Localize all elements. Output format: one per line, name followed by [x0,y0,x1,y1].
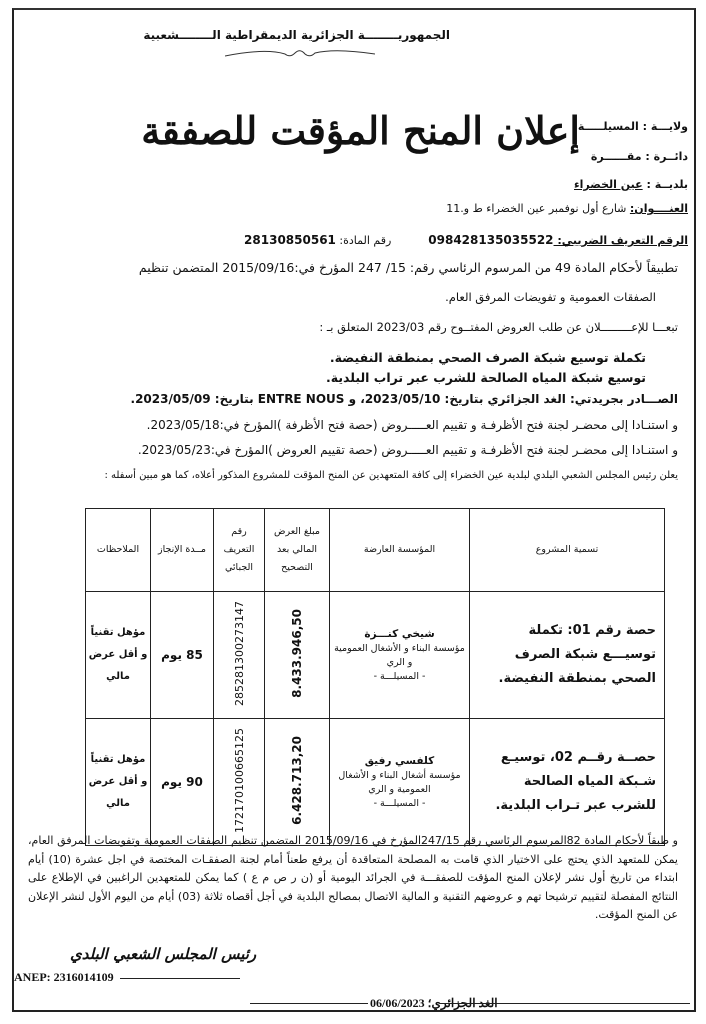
daira: دائــرة : مقــــــرة [590,150,688,163]
col-remarks: الملاحظات [86,509,151,592]
identifiers [244,233,688,247]
col-tax-id: رقم التعريف الجبائي [214,509,265,592]
article-label: رقم المادة: [335,234,392,247]
address-label: العنــــوان: [629,202,688,215]
project-name: حصــة رقــم 02، توسيـع شـبكة المياه الصالحة للشرب عبر تـراب البلدية. [470,719,665,846]
tax-id-label: الرقم التعريف الضريبي: [553,234,688,247]
anep-rule [120,978,240,979]
project-name: حصة رقم 01: تكملة توسيـــع شبكة الصرف الصحي بمنطقة النفيضة. [470,592,665,719]
bullet-2: توسيع شبكة المياه الصالحة للشرب عبر تراب البلدية. [326,370,646,385]
table-header-row [86,509,665,592]
paragraph-3: الصـــادر بجريدتي: الغد الجزائري بتاريخ: 2023/05/10، و ENTRE NOUS بتاريخ: 2023/05/09. [130,392,678,406]
award-table [85,508,665,846]
anep-number: ANEP: 2316014109 [14,970,114,984]
address [446,202,688,215]
ornament-divider [225,48,375,60]
paragraph-6: يعلن رئيس المجلس الشعبي البلدي لبلدية عين الخضراء إلى كافة المتعهدين عن المنح المؤقت للمشروع المذكور أعلاه، كما هو مبين أسفله : [104,470,678,481]
republic-header: الجمهوريــــــــة الجزائرية الديمقراطية الــــــــشعبية [143,28,450,42]
paragraph-1a: تطبيقاً لأحكام المادة 49 من المرسوم الرئاسي رقم: 15/ 247 المؤرخ في:2015/09/16 المتضمن تنظيم [138,260,678,275]
baladiya [574,178,688,191]
table-row [86,592,665,719]
bullet-1: تكملة توسيع شبكة الصرف الصحي بمنطقة النفيضة. [329,350,646,365]
tax-id: 172170100665125 [232,728,246,833]
table-row [86,719,665,846]
company [330,592,470,719]
company [330,719,470,846]
baladiya-label: بلديــة : [642,178,688,191]
address-value: شارع أول نوفمبر عين الخضراء ط و.11 [446,202,630,215]
paragraph-4: و استنـادا إلى محضـر لجنة فتح الأظرفـة و تقييم العـــــروض (حصة فتح الأظرفة )المؤرخ في:2023/05/18. [146,418,678,432]
amount: 6.428.713,20 [290,736,304,825]
article-number: 28130850561 [244,233,336,247]
col-project: تسمية المشروع [470,509,665,592]
baladiya-value: عين الخضراء [574,178,643,191]
newspaper-date: الغد الجزائري؛ 06/06/2023 [370,996,498,1010]
paragraph-2: تبعـــا للإعـــــــــلان عن طلب العروض المفتــوح رقم 2023/03 المتعلق بـ : [319,320,678,334]
remarks: مؤهل تقنياً و أقل عرض مالي [86,719,151,846]
company-city: - المسيلـــة - [373,670,426,682]
footer-rule-left [250,1003,368,1004]
closing-paragraph: و طبقاً لأحكام المادة 82المرسوم الرئاسي رقم 247/15المؤرخ في 2015/09/16 المتضمن تنظيم الصفقات العمومية وتفويضات المرفق العام، يمكن للمتعهد الذي يحتج على الاختيار الذي قامت به المصلحة المتعاقدة أن يرفع طعناً أمام لجنة الصفقـات المختصة في اجل عشرة (10) أيام ابتداء من تاريخ أول نشر لإعلان المنح المؤقت للصفقـــة في الجرائد اليومية أو (ن ر ص م ع ) كما يمكن للمتعهدين الراغبين في الإطلاع على النتائج المفصلة لتقييم ترشيحا تهم و عروضهم التقنية و المالية الاتصال بمصالح البلدية في أجل أقصاه ثلاثة (03) أيام من اليوم الأول لنشر الإعلان عن المنح المؤقت. [28,834,678,921]
company-city: - المسيلـــة - [373,797,426,809]
paragraph-1b: الصفقات العمومية و تفويضات المرفق العام. [445,290,656,304]
paragraph-5: و استنـادا إلى محضـر لجنة فتح الأظرفـة و تقييم العـــــروض (حصة تقييم العروض )المؤرخ في:2023/05/23. [137,443,678,457]
tax-id: 285281300273147 [232,601,246,706]
remarks: مؤهل تقنياً و أقل عرض مالي [86,592,151,719]
amount: 8.433.946,50 [290,609,304,698]
wilaya: ولايـــة : المسيلـــــة [577,120,688,133]
company-name: كلفسي رفيق [364,754,435,767]
company-type: مؤسسة البناء و الأشغال العمومية و الري [334,642,465,668]
tax-id: 098428135035522 [428,233,554,247]
footer-rule-right [440,1003,690,1004]
company-type: مؤسسة أشغال البناء و الأشغال العمومية و الري [338,769,461,795]
page-title: إعلان المنح المؤقت للصفقة [141,108,580,153]
col-amount: مبلغ العرض المالي بعد التصحيح [265,509,330,592]
col-company: المؤسسة العارضة [330,509,470,592]
company-name: شيخي كنـــزة [364,627,435,640]
duration: 90 يوم [151,719,214,846]
col-duration: مــدة الإنجاز [151,509,214,592]
signature: رئيس المجلس الشعبي البلدي [70,945,257,963]
duration: 85 يوم [151,592,214,719]
